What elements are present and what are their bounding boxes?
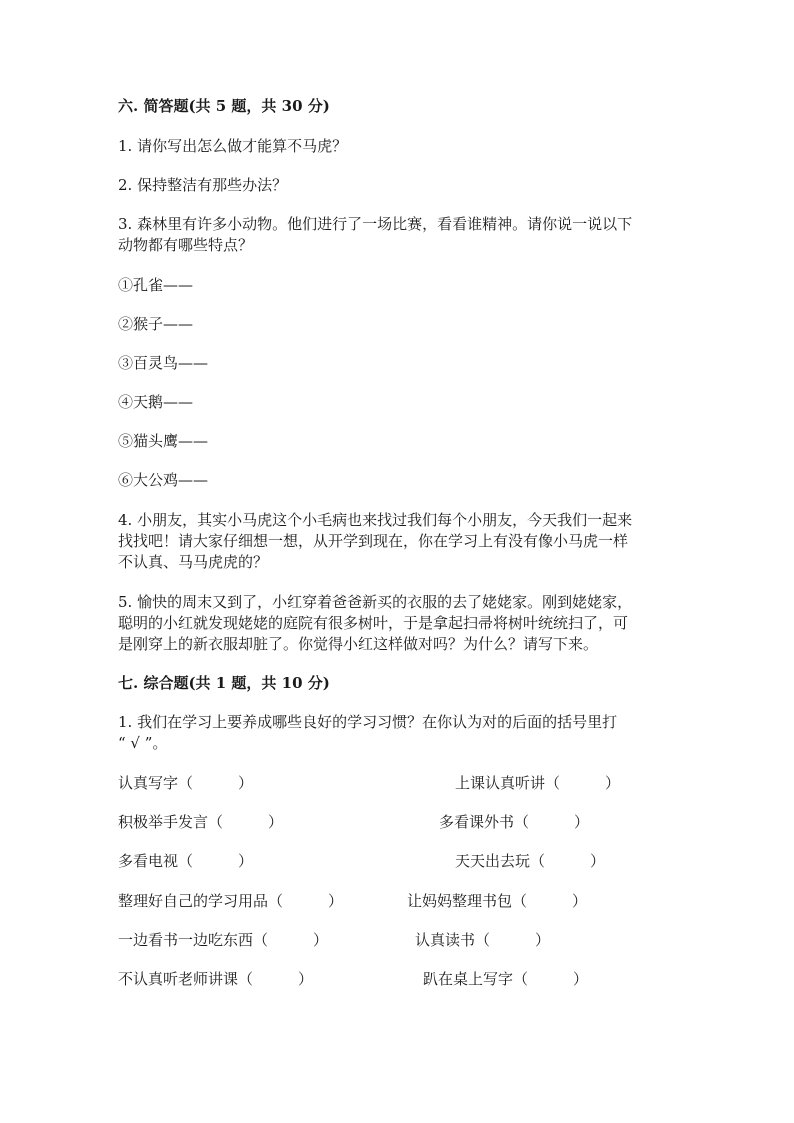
question-6-5 (118, 592, 668, 655)
animal-item-monkey: ②猴子—— (118, 315, 194, 333)
habit-item: 积极举手发言（ ） (118, 813, 284, 831)
habit-item: 多看课外书（ ） (439, 813, 590, 831)
question-6-5-line: 是刚穿上的新衣服却脏了。你觉得小红这样做对吗？为什么？请写下来。 (118, 635, 599, 653)
question-6-3-line: 3. 森林里有许多小动物。他们进行了一场比赛，看看谁精神。请你说一说以下 (118, 215, 633, 233)
habit-item: 多看电视（ ） (118, 852, 254, 870)
question-7-1 (118, 712, 668, 754)
animal-item-peacock: ①孔雀—— (118, 276, 194, 294)
question-6-3 (118, 214, 668, 256)
animal-item-swan: ④天鹅—— (118, 393, 194, 411)
habit-item: 整理好自己的学习用品（ ） (118, 892, 344, 910)
habit-item: 天天出去玩（ ） (455, 852, 606, 870)
section-6-heading: 六. 简答题(共 5 题，共 30 分) (118, 97, 330, 115)
question-6-4-line: 4. 小朋友，其实小马虎这个小毛病也来找过我们每个小朋友，今天我们一起来 (118, 511, 633, 529)
question-6-4-line: 找找吧！请大家仔细想一想，从开学到现在，你在学习上有没有像小马虎一样 (118, 532, 629, 550)
habit-item: 让妈妈整理书包（ ） (407, 892, 588, 910)
habit-item: 一边看书一边吃东西（ ） (118, 931, 329, 949)
animal-item-owl: ⑤猫头鹰—— (118, 432, 209, 450)
question-6-2: 2. 保持整洁有那些办法？ (118, 176, 288, 194)
question-6-4-line: 不认真、马马虎虎的？ (118, 553, 269, 571)
question-7-1-line: “ √ ”。 (118, 734, 168, 752)
question-6-5-line: 聪明的小红就发现姥姥的庭院有很多树叶，于是拿起扫帚将树叶统统扫了，可 (118, 614, 629, 632)
question-6-3-line: 动物都有哪些特点？ (118, 236, 254, 254)
habit-item: 不认真听老师讲课（ ） (118, 970, 314, 988)
question-6-1: 1. 请你写出怎么做才能算不马虎？ (118, 137, 348, 155)
animal-item-rooster: ⑥大公鸡—— (118, 471, 209, 489)
habit-item: 趴在桌上写字（ ） (423, 970, 589, 988)
animal-item-lark: ③百灵鸟—— (118, 354, 209, 372)
question-6-4 (118, 510, 668, 573)
section-7-heading: 七. 综合题(共 1 题，共 10 分) (118, 674, 330, 692)
habit-item: 认真写字（ ） (118, 774, 254, 792)
habit-item: 认真读书（ ） (415, 931, 551, 949)
habit-item: 上课认真听讲（ ） (455, 774, 621, 792)
question-7-1-line: 1. 我们在学习上要养成哪些良好的学习习惯？在你认为对的后面的括号里打 (118, 713, 618, 731)
question-6-5-line: 5. 愉快的周末又到了，小红穿着爸爸新买的衣服的去了姥姥家。刚到姥姥家， (118, 593, 633, 611)
